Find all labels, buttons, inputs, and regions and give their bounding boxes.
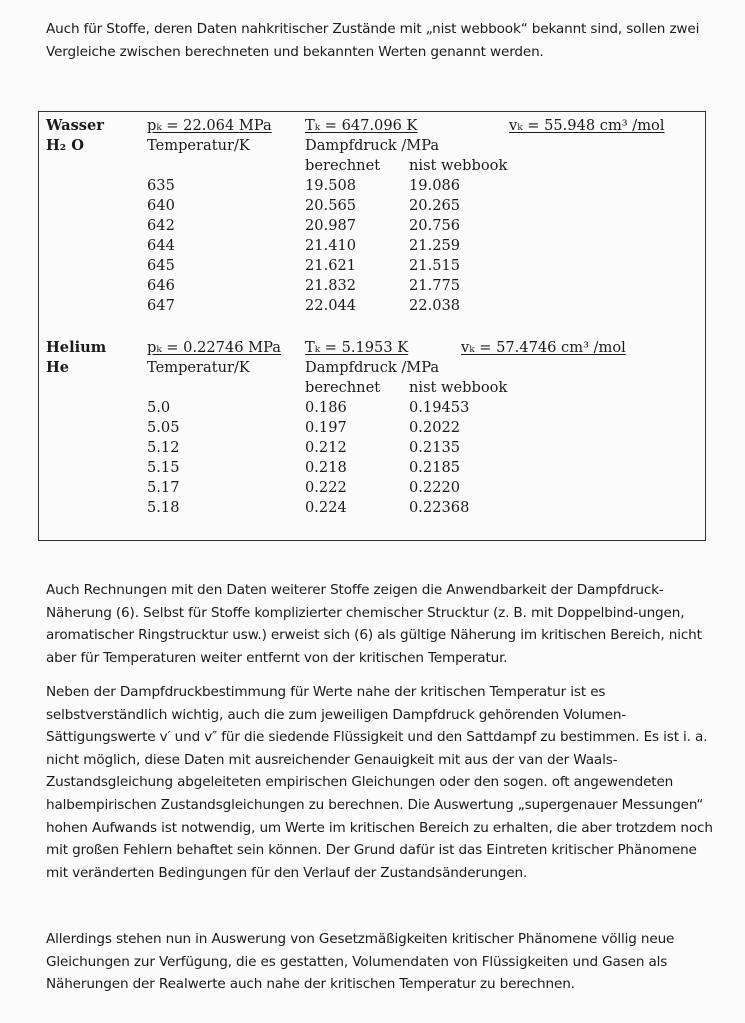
temperature-value: 5.17 xyxy=(147,479,180,496)
critical-volume: vₖ = 55.948 cm³ /mol xyxy=(509,117,665,134)
comparison-table xyxy=(38,111,706,541)
temperature-value: 5.18 xyxy=(147,499,180,516)
critical-temperature: Tₖ = 647.096 K xyxy=(305,117,418,134)
table-row xyxy=(39,296,705,316)
table-row xyxy=(39,478,705,498)
table-row xyxy=(39,438,705,458)
calculated-value: 20.987 xyxy=(305,217,357,234)
calculated-value: 19.508 xyxy=(305,177,357,194)
critical-temperature: Tₖ = 5.1953 K xyxy=(305,339,409,356)
temperature-header: Temperatur/K xyxy=(147,137,250,154)
nist-header: nist webbook xyxy=(409,157,508,174)
nist-value: 20.265 xyxy=(409,197,461,214)
calculated-value: 20.565 xyxy=(305,197,357,214)
table-row xyxy=(39,176,705,196)
substance-name: Wasser xyxy=(46,117,104,134)
calculated-value: 0.218 xyxy=(305,459,347,476)
calculated-header: berechnet xyxy=(305,157,381,174)
helium-column-header-row xyxy=(39,358,705,378)
nist-value: 20.756 xyxy=(409,217,461,234)
nist-value: 19.086 xyxy=(409,177,461,194)
table-row xyxy=(39,216,705,236)
water-column-header-row xyxy=(39,136,705,156)
temperature-value: 5.12 xyxy=(147,439,180,456)
nist-value: 0.19453 xyxy=(409,399,470,416)
critical-volume: vₖ = 57.4746 cm³ /mol xyxy=(461,339,626,356)
temperature-value: 646 xyxy=(147,277,175,294)
table-row xyxy=(39,276,705,296)
helium-header-row xyxy=(39,338,705,358)
temperature-value: 635 xyxy=(147,177,175,194)
nist-value: 0.2135 xyxy=(409,439,461,456)
substance-formula: H₂ O xyxy=(46,137,84,154)
calculated-value: 21.621 xyxy=(305,257,357,274)
helium-subheader-row xyxy=(39,378,705,398)
nist-value: 0.2220 xyxy=(409,479,461,496)
pressure-header: Dampfdruck /MPa xyxy=(305,359,440,376)
calculated-value: 0.222 xyxy=(305,479,347,496)
nist-value: 21.775 xyxy=(409,277,461,294)
nist-header: nist webbook xyxy=(409,379,508,396)
calculated-value: 21.410 xyxy=(305,237,357,254)
table-row xyxy=(39,498,705,518)
substance-formula: He xyxy=(46,359,70,376)
critical-pressure: pₖ = 0.22746 MPa xyxy=(147,339,281,356)
body-paragraph: Allerdings stehen nun in Auswerung von Gesetzmäßigkeiten kritischer Phänomene völlig neue Gleichungen zur Verfügung, die es gestatten, Volumendaten von Flüssigkeiten und Gasen als Näherungen der Realwerte auch nahe der kritischen Temperatur zu berechnen. xyxy=(46,931,675,993)
calculated-value: 0.197 xyxy=(305,419,347,436)
calculated-value: 21.832 xyxy=(305,277,357,294)
pressure-header: Dampfdruck /MPa xyxy=(305,137,440,154)
calculated-header: berechnet xyxy=(305,379,381,396)
calculated-value: 0.186 xyxy=(305,399,347,416)
nist-value: 21.515 xyxy=(409,257,461,274)
table-row xyxy=(39,418,705,438)
table-row xyxy=(39,458,705,478)
calculated-value: 0.224 xyxy=(305,499,347,516)
water-subheader-row xyxy=(39,156,705,176)
calculated-value: 22.044 xyxy=(305,297,357,314)
temperature-value: 5.0 xyxy=(147,399,171,416)
temperature-value: 645 xyxy=(147,257,175,274)
body-paragraph: Auch Rechnungen mit den Daten weiterer Stoffe zeigen die Anwendbarkeit der Dampfdruck-Näherung (6). Selbst für Stoffe komplizierter chemischer Strucktur (z. B. mit Doppelbind-ungen, aromatischer Ringstrucktur usw.) erweist sich (6) als gültige Näherung im kritischen Bereich, nicht aber für Temperaturen weiter entfernt von der kritischen Temperatur. xyxy=(46,582,702,666)
nist-value: 0.22368 xyxy=(409,499,470,516)
temperature-value: 644 xyxy=(147,237,175,254)
table-row xyxy=(39,398,705,418)
table-row xyxy=(39,256,705,276)
temperature-value: 642 xyxy=(147,217,175,234)
water-header-row xyxy=(39,116,705,136)
nist-value: 22.038 xyxy=(409,297,461,314)
body-paragraph: Neben der Dampfdruckbestimmung für Werte nahe der kritischen Temperatur ist es selbstverständlich wichtig, auch die zum jeweiligen Dampfdruck gehörenden Volumen-Sättigungswerte v′ und v″ für die siedende Flüssigkeit und den Sattdampf zu bestimmen. Es ist i. a. nicht möglich, diese Daten mit ausreichender Genauigkeit mit aus der van der Waals-Zustandsgleichung abgeleiteten empirischen Gleichungen oder den sogen. oft angewendeten halbempirischen Zustandsgleichungen zu berechnen. Die Auswertung „supergenauer Messungen“ hohen Aufwands ist notwendig, um Werte im kritischen Bereich zu erhalten, die aber trotzdem noch mit großen Fehlern behaftet sein können. Der Grund dafür ist das Eintreten kritischer Phänomene mit veränderten Bedingungen für den Verlauf der Zustandsänderungen. xyxy=(46,684,713,881)
calculated-value: 0.212 xyxy=(305,439,347,456)
nist-value: 0.2185 xyxy=(409,459,461,476)
nist-value: 0.2022 xyxy=(409,419,461,436)
table-row xyxy=(39,196,705,216)
nist-value: 21.259 xyxy=(409,237,461,254)
table-row xyxy=(39,236,705,256)
temperature-value: 5.15 xyxy=(147,459,180,476)
substance-name: Helium xyxy=(46,339,107,356)
intro-paragraph: Auch für Stoffe, deren Daten nahkritischer Zustände mit „nist webbook“ bekannt sind, sollen zwei Vergleiche zwischen berechneten und bekannten Werten genannt werden. xyxy=(46,21,700,60)
temperature-value: 647 xyxy=(147,297,175,314)
temperature-value: 640 xyxy=(147,197,175,214)
critical-pressure: pₖ = 22.064 MPa xyxy=(147,117,272,134)
temperature-value: 5.05 xyxy=(147,419,180,436)
temperature-header: Temperatur/K xyxy=(147,359,250,376)
